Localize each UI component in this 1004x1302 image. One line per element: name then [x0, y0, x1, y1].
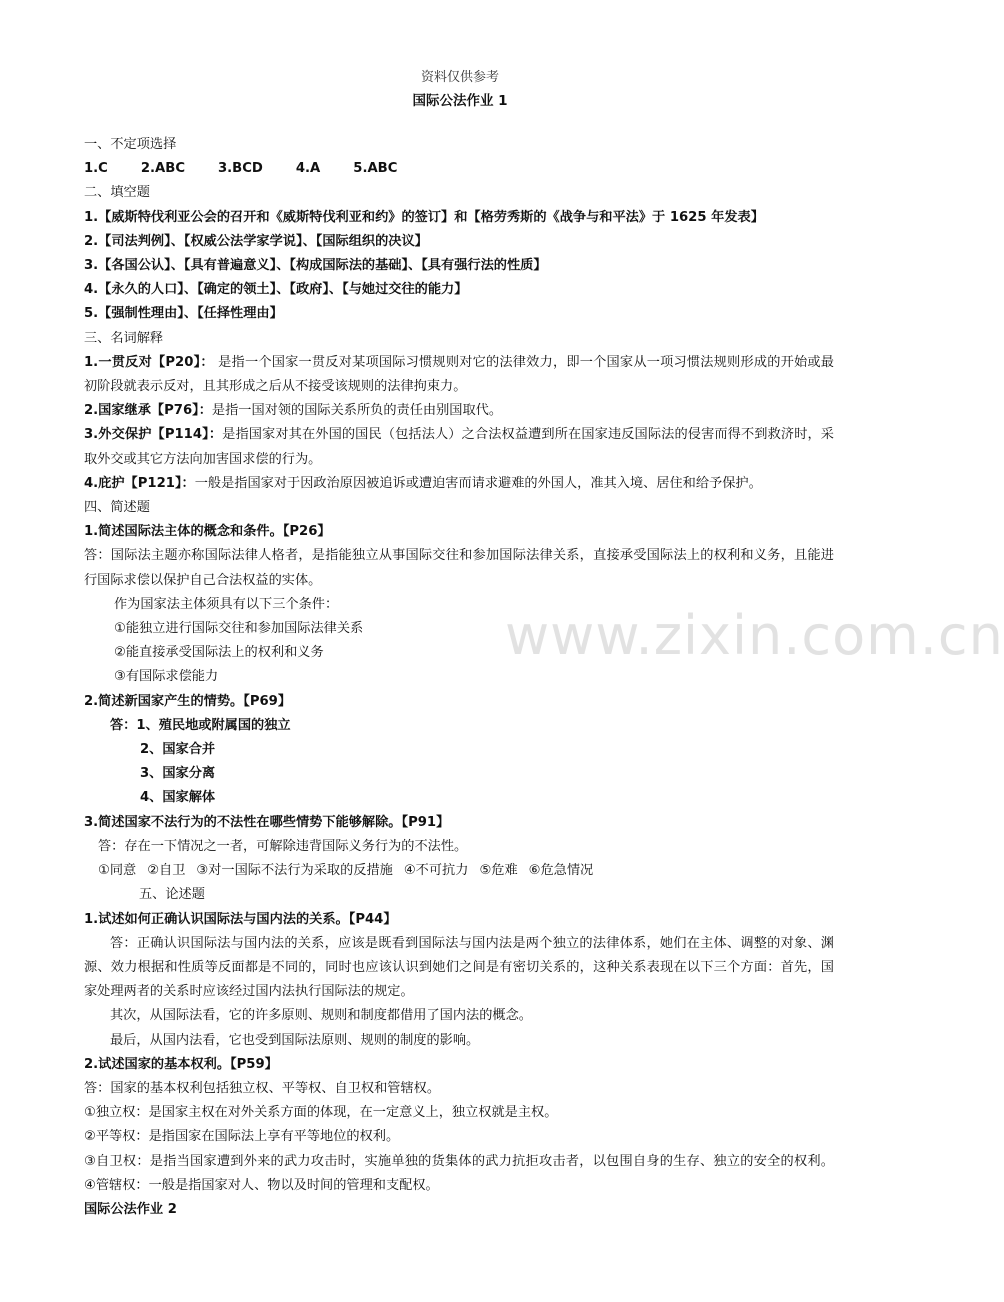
watermark: www.zixin.com.cn	[505, 604, 1004, 667]
situation-item: 答：1、殖民地或附属国的独立	[110, 717, 291, 733]
mcq-answers	[84, 157, 834, 181]
option-item: ⑥危急情况	[528, 863, 594, 879]
section-heading: 四、简述题	[84, 500, 150, 516]
fill-answer: 2.【司法判例】、【权威公法学家学说】、【国际组织的决议】	[84, 233, 428, 249]
doc-title: 国际公法作业 1	[412, 93, 508, 109]
term-definition	[84, 399, 834, 423]
option-item: ①同意	[98, 863, 137, 879]
term: 3.外交保护【P114】：	[84, 427, 223, 443]
answer-text: 作为国家法主体须具有以下三个条件：	[114, 596, 339, 612]
mcq-answer: 5.ABC	[353, 161, 398, 177]
option-list	[84, 859, 834, 883]
definition: 是指一国对领的国际关系所负的责任由别国取代。	[211, 403, 503, 419]
section-heading: 一、不定项选择	[84, 137, 177, 152]
question: 3.简述国家不法行为的不法性在哪些情势下能够解除。【P91】	[84, 814, 450, 830]
document-body	[84, 133, 834, 1222]
definition: 是指一个国家一贯反对某项国际习惯规则对它的法律效力，即一个国家从一项习惯法规则形成的开始或最初阶段就表示反对，且其形成之后从不接受该规则的法律拘束力。	[84, 354, 834, 395]
option-item: ⑤危难	[479, 863, 518, 879]
fill-answer: 4.【永久的人口】、【确定的领土】、【政府】、【与她过交往的能力】	[84, 282, 468, 298]
condition-item: ③有国际求偿能力	[114, 669, 219, 685]
section-heading: 五、论述题	[139, 887, 205, 903]
term: 4.庇护【P121】：	[84, 475, 195, 491]
situation-item: 2、国家合并	[140, 742, 216, 758]
situation-item: 3、国家分离	[140, 766, 216, 782]
term-definition	[84, 472, 834, 496]
right-item: ①独立权：是国家主权在对外关系方面的体现，在一定意义上，独立权就是主权。	[84, 1105, 558, 1121]
definition: 是指国家对其在外国的国民（包括法人）之合法权益遭到所在国家违反国际法的侵害而得不到救济时，采取外交或其它方法向加害国求偿的行为。	[84, 427, 834, 467]
answer-text: 答：国际法主题亦称国际法律人格者，是指能独立从事国际交往和参加国际法律关系，直接承受国际法上的权利和义务，且能进行国际求偿以保护自己合法权益的实体。	[84, 548, 834, 588]
term: 2.国家继承【P76】：	[84, 403, 212, 419]
term-definition	[84, 351, 834, 399]
mcq-answer: 4.A	[295, 161, 321, 177]
fill-answer: 1.【威斯特伐利亚公会的召开和《威斯特伐利亚和约》的签订】和【格劳秀斯的《战争与和平法》于 1625 年发表】	[84, 209, 764, 225]
option-item: ④不可抗力	[403, 863, 469, 879]
next-title: 国际公法作业 2	[84, 1201, 177, 1217]
question: 2.试述国家的基本权利。【P59】	[84, 1056, 278, 1072]
mcq-answer: 1.C	[84, 161, 108, 177]
answer-text: 答：国家的基本权利包括独立权、平等权、自卫权和管辖权。	[84, 1080, 441, 1096]
right-item: ②平等权：是指国家在国际法上享有平等地位的权利。	[84, 1129, 400, 1145]
fill-answer: 5.【强制性理由】、【任择性理由】	[84, 306, 283, 322]
mcq-answer: 3.BCD	[218, 161, 263, 177]
definition: 一般是指国家对于因政治原因被追诉或遭迫害而请求避难的外国人，准其入境、居住和给予保护。	[194, 475, 762, 491]
option-item: ③对一国际不法行为采取的反措施	[196, 863, 393, 879]
fill-answer: 3.【各国公认】、【具有普遍意义】、【构成国际法的基础】、【具有强行法的性质】	[84, 258, 547, 274]
option-item: ②自卫	[147, 863, 186, 879]
mcq-answer: 2.ABC	[140, 161, 185, 177]
question: 2.简述新国家产生的情势。【P69】	[84, 693, 292, 709]
answer-text: 答：正确认识国际法与国内法的关系，应该是既看到国际法与国内法是两个独立的法律体系，她们在主体、调整的对象、渊源、效力根据和性质等反面都是不同的，同时也应该认识到她们之间是有密切关系的，这种关系表现在以下三个方面：首先，国家处理两者的关系时应该经过国内法执行国际法的规定。	[84, 935, 834, 1000]
section-heading: 二、填空题	[84, 185, 150, 201]
answer-text: 答：存在一下情况之一者，可解除违背国际义务行为的不法性。	[98, 838, 468, 854]
question: 1.试述如何正确认识国际法与国内法的关系。【P44】	[84, 911, 397, 927]
condition-item: ②能直接承受国际法上的权利和义务	[114, 645, 324, 661]
answer-text: 其次，从国际法看，它的许多原则、规则和制度都借用了国内法的概念。	[110, 1008, 532, 1024]
situation-item: 4、国家解体	[140, 790, 216, 806]
right-item: ③自卫权：是指当国家遭到外来的武力攻击时，实施单独的货集体的武力抗拒攻击者，以包围自身的生存、独立的安全的权利。 ④管辖权：一般是指国家对人、物以及时间的管理和支配权。	[84, 1153, 834, 1193]
answer-text: 最后，从国内法看，它也受到国际法原则、规则的制度的影响。	[110, 1032, 480, 1048]
term: 1.一贯反对【P20】：	[84, 354, 214, 370]
section-heading: 三、名词解释	[84, 330, 164, 346]
term-definition	[84, 423, 834, 471]
condition-item: ①能独立进行国际交往和参加国际法律关系	[114, 621, 364, 637]
question: 1.简述国际法主体的概念和条件。【P26】	[84, 524, 331, 540]
header-note: 资料仅供参考	[420, 70, 499, 85]
